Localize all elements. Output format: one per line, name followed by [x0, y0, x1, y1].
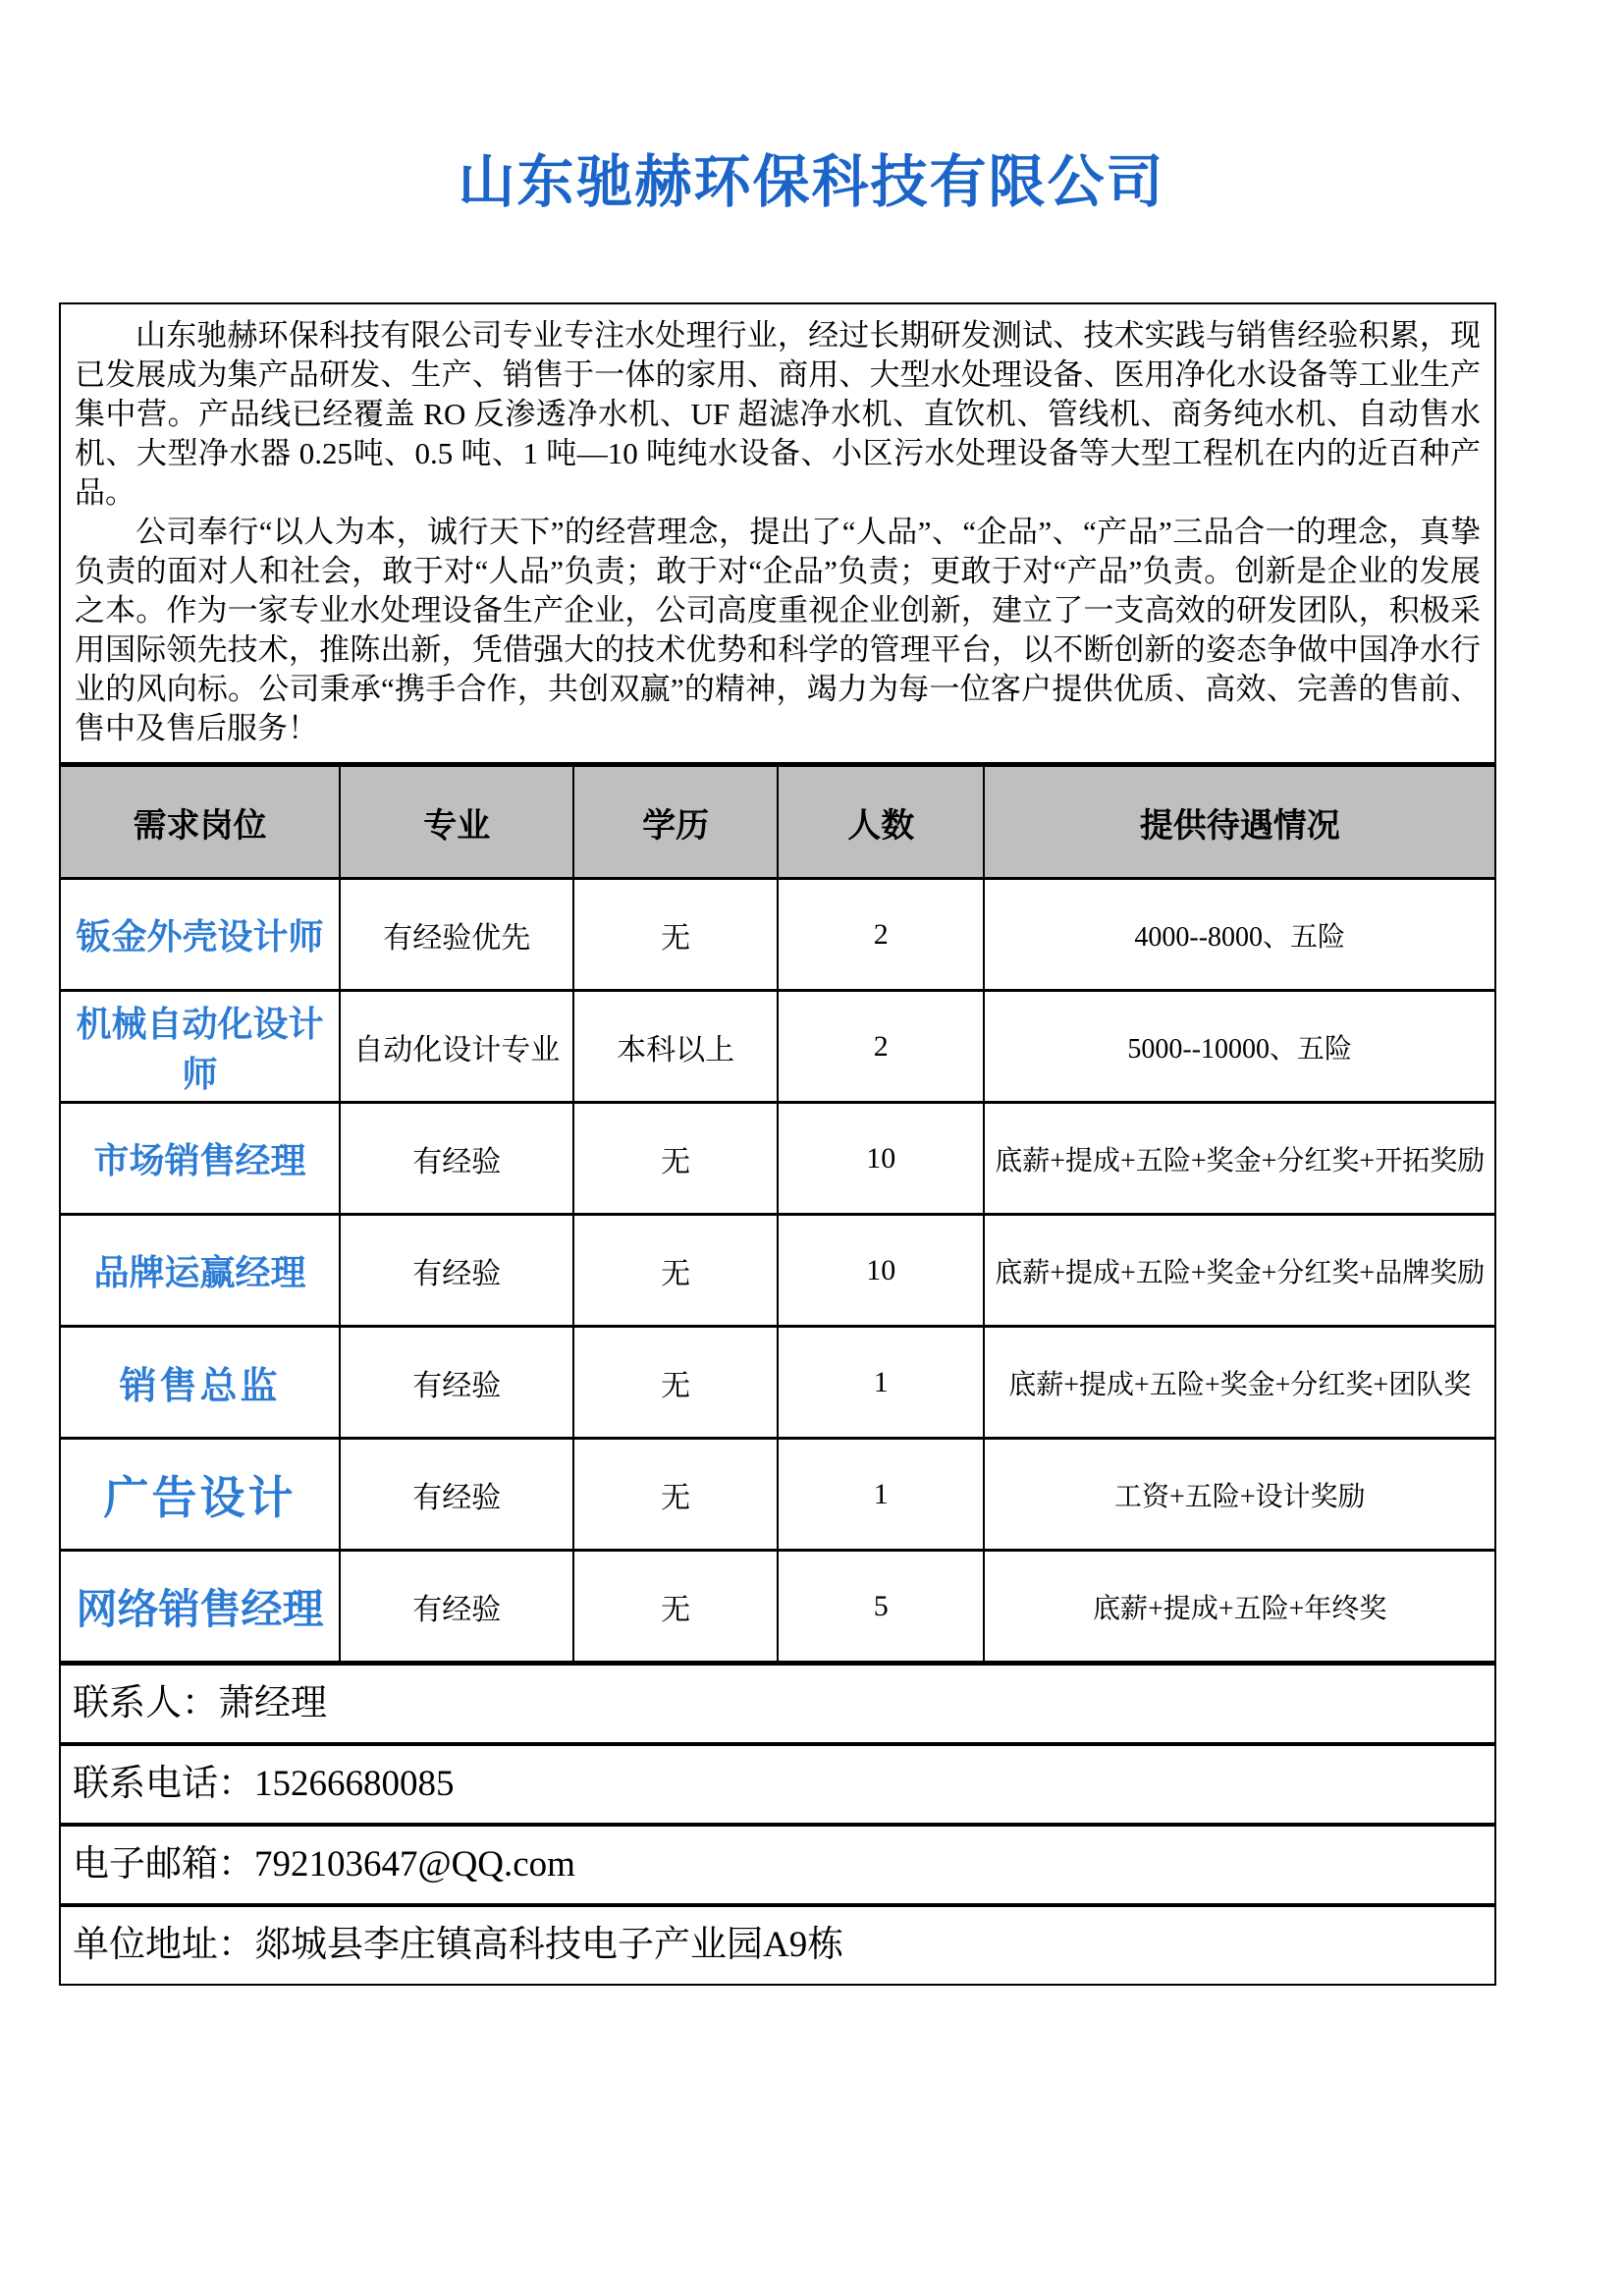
table-row: [60, 1551, 1495, 1663]
job-benefits: 工资+五险+设计奖励: [984, 1439, 1495, 1551]
intro-paragraph-1: 山东驰赫环保科技有限公司专业专注水处理行业，经过长期研发测试、技术实践与销售经验积累，现已发展成为集产品研发、生产、销售于一体的家用、商用、大型水处理设备、医用净化水设备等工业生产集中营。产品线已经覆盖 RO 反渗透净水机、UF 超滤净水机、直饮机、管线机、商务纯水机、自动售水机、大型净水器 0.25吨、0.5 吨、1 吨—10 吨纯水设备、小区污水处理设备等大型工程机在内的近百种产品。: [75, 318, 1481, 510]
job-major: 有经验: [340, 1551, 573, 1663]
col-header-count: 人数: [778, 766, 985, 879]
job-benefits: 底薪+提成+五险+奖金+分红奖+团队奖: [984, 1327, 1495, 1439]
job-position: 销售总监: [60, 1327, 340, 1439]
contact-email-text: 电子邮箱：792103647@QQ.com: [73, 1844, 575, 1885]
job-major: 有经验优先: [340, 879, 573, 991]
job-count: 10: [778, 1103, 985, 1215]
col-header-benefits: 提供待遇情况: [984, 766, 1495, 879]
table-row: [60, 1103, 1495, 1215]
table-row: [60, 879, 1495, 991]
job-education: 无: [573, 879, 778, 991]
contact-person-row: [59, 1664, 1496, 1744]
job-benefits: 底薪+提成+五险+年终奖: [984, 1551, 1495, 1663]
job-major: 有经验: [340, 1439, 573, 1551]
job-education: 本科以上: [573, 991, 778, 1103]
job-position: 市场销售经理: [60, 1103, 340, 1215]
job-major: 自动化设计专业: [340, 991, 573, 1103]
job-position: 广告设计: [60, 1439, 340, 1551]
intro-paragraph-2: 公司奉行“以人为本，诚行天下”的经营理念，提出了“人品”、“企品”、“产品”三品合一的理念，真挚负责的面对人和社会，敢于对“人品”负责；敢于对“企品”负责；更敢于对“产品”负责。创新是企业的发展之本。作为一家专业水处理设备生产企业，公司高度重视企业创新，建立了一支高效的研发团队，积极采用国际领先技术，推陈出新，凭借强大的技术优势和科学的管理平台，以不断创新的姿态争做中国净水行业的风向标。公司秉承“携手合作，共创双赢”的精神，竭力为每一位客户提供优质、高效、完善的售前、售中及售后服务！: [75, 515, 1481, 745]
job-benefits: 底薪+提成+五险+奖金+分红奖+品牌奖励: [984, 1215, 1495, 1327]
job-count: 1: [778, 1439, 985, 1551]
job-major: 有经验: [340, 1327, 573, 1439]
table-row: [60, 991, 1495, 1103]
job-position: 钣金外壳设计师: [60, 879, 340, 991]
job-benefits: 4000--8000、五险: [984, 879, 1495, 991]
contact-email-row: [59, 1825, 1496, 1905]
job-benefits: 底薪+提成+五险+奖金+分红奖+开拓奖励: [984, 1103, 1495, 1215]
contact-phone-text: 联系电话：15266680085: [73, 1764, 455, 1804]
job-education: 无: [573, 1327, 778, 1439]
col-header-education: 学历: [573, 766, 778, 879]
job-count: 2: [778, 991, 985, 1103]
table-row: [60, 1215, 1495, 1327]
job-education: 无: [573, 1215, 778, 1327]
job-education: 无: [573, 1103, 778, 1215]
jobs-table: [59, 764, 1496, 1664]
company-title: 山东驰赫环保科技有限公司: [458, 150, 1165, 214]
contact-phone-row: [59, 1744, 1496, 1825]
col-header-major: 专业: [340, 766, 573, 879]
job-major: 有经验: [340, 1215, 573, 1327]
job-position: 网络销售经理: [60, 1551, 340, 1663]
contact-address-row: [59, 1905, 1496, 1986]
contact-person-text: 联系人：萧经理: [73, 1683, 327, 1723]
company-intro-box: [59, 302, 1496, 764]
job-count: 2: [778, 879, 985, 991]
document-content: [59, 302, 1496, 1986]
job-position: 机械自动化设计师: [60, 991, 340, 1103]
col-header-position: 需求岗位: [60, 766, 340, 879]
job-benefits: 5000--10000、五险: [984, 991, 1495, 1103]
job-count: 10: [778, 1215, 985, 1327]
table-row: [60, 1327, 1495, 1439]
job-position: 品牌运赢经理: [60, 1215, 340, 1327]
job-education: 无: [573, 1551, 778, 1663]
job-count: 1: [778, 1327, 985, 1439]
contact-address-text: 单位地址：郯城县李庄镇高科技电子产业园A9栋: [73, 1925, 844, 1965]
job-education: 无: [573, 1439, 778, 1551]
job-major: 有经验: [340, 1103, 573, 1215]
table-row: [60, 1439, 1495, 1551]
jobs-table-header-row: [60, 766, 1495, 879]
job-count: 5: [778, 1551, 985, 1663]
